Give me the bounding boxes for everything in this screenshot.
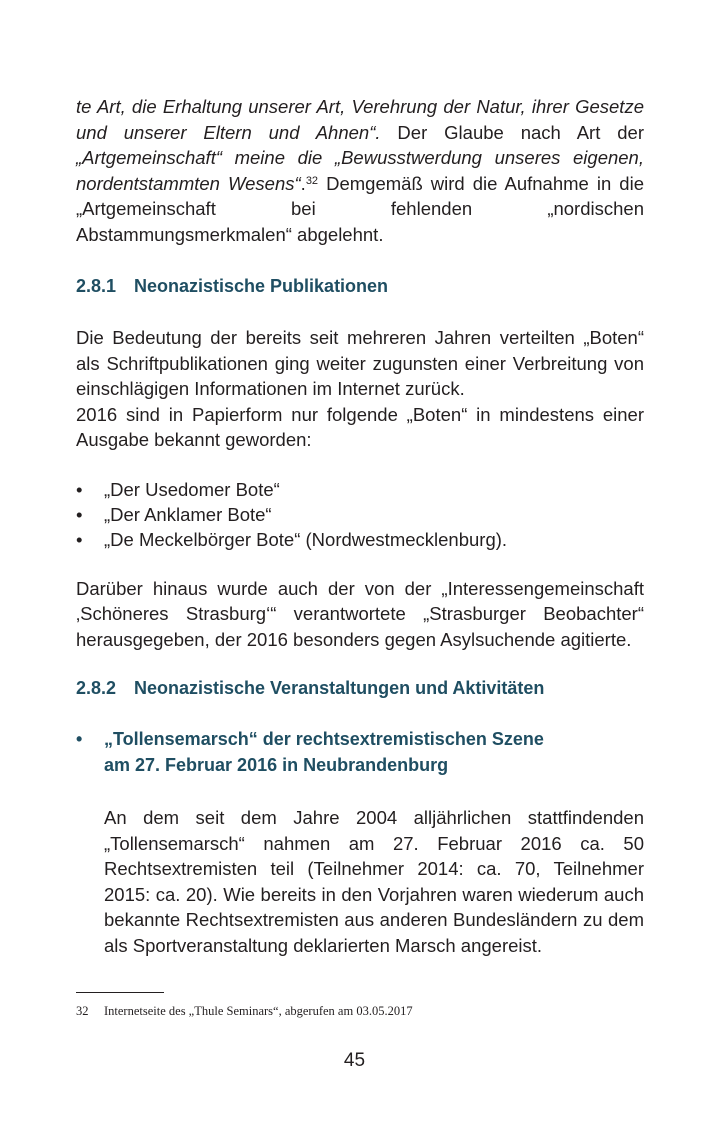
page-content	[76, 94, 644, 958]
intro-text-2: .	[300, 172, 306, 194]
footnotes	[76, 992, 644, 1019]
bullet: •	[76, 503, 83, 525]
event-title-line-2: am 27. Februar 2016 in Neubrandenburg	[104, 754, 449, 775]
event-paragraph: An dem seit dem Jahre 2004 alljährlichen stattfindenden „Tollensemarsch“ nahmen am 27. Februar 2016 ca. 50 Rechtsextremisten teil (Teilnehmer 2014: ca. 70, Teilnehmer 2015: ca. 20). Wie bereits in den Vorjahren waren wiederum auch bekannte Rechtsextremisten aus anderen Bundesländern zu dem als Sportveranstaltung deklarierten Marsch angereist.	[104, 807, 644, 956]
list-item-text: „Der Usedomer Bote“	[104, 478, 280, 500]
section-number: 2.8.2	[76, 678, 117, 698]
section-number: 2.8.1	[76, 276, 117, 296]
footnote-32	[76, 1003, 644, 1019]
bullet: •	[76, 478, 83, 500]
list-item	[76, 477, 644, 502]
list-item	[76, 527, 644, 552]
list-item	[76, 502, 644, 527]
list-item-text: „Der Anklamer Bote“	[104, 503, 272, 525]
boten-paragraph-2: 2016 sind in Papierform nur folgende „Boten“ in mindestens einer Ausgabe bekannt geworden:	[76, 403, 644, 450]
boten-paragraph-1: Die Bedeutung der bereits seit mehreren Jahren verteilten „Boten“ als Schriftpublikationen ging weiter zugunsten einer Verbreitung von einschlägigen Informationen im Internet zurück.	[76, 327, 644, 399]
footnote-text: Internetseite des „Thule Seminars“, abgerufen am 03.05.2017	[104, 1004, 413, 1018]
footnote-number: 32	[76, 1004, 89, 1018]
strasburg-paragraph: Darüber hinaus wurde auch der von der „Interessengemeinschaft ‚Schöneres Strasburg‘“ verantwortete „Strasburger Beobachter“ herausgegeben, der 2016 besonders gegen Asylsuchende agitierte.	[76, 577, 644, 650]
intro-italic-2: „Artgemeinschaft“ meine die „Bewusstwerdung unseres eigenen, nordentstammten Wesens“	[76, 147, 644, 194]
bullet: •	[76, 729, 83, 749]
event-body	[76, 805, 644, 958]
intro-paragraph	[76, 94, 644, 247]
intro-italic-1: te Art, die Erhaltung unserer Art, Verehrung der Natur, ihrer Gesetze und unserer Eltern und Ahnen“.	[76, 96, 644, 143]
footnote-reference[interactable]: 32	[305, 174, 319, 187]
footnote-divider	[76, 992, 164, 993]
section-heading-2-8-1	[76, 274, 644, 299]
bullet: •	[76, 528, 83, 550]
intro-text-1: Der Glaube nach Art der	[380, 121, 644, 143]
section-title: Neonazistische Veranstaltungen und Aktivitäten	[134, 678, 545, 698]
event-heading	[76, 727, 644, 778]
section-title: Neonazistische Publikationen	[134, 276, 389, 296]
list-item-text: „De Meckelbörger Bote“ (Nordwestmecklenburg).	[104, 528, 508, 550]
boten-list	[76, 477, 644, 552]
event-title-line-1: „Tollensemarsch“ der rechtsextremistischen Szene	[104, 729, 544, 749]
page-number: 45	[343, 1050, 366, 1071]
section-heading-2-8-2	[76, 676, 644, 701]
intro-text-3: Demgemäß wird die Aufnahme in die „Artgemeinschaft bei fehlenden „nordischen Abstammungsmerkmalen“ abgelehnt.	[76, 172, 644, 245]
